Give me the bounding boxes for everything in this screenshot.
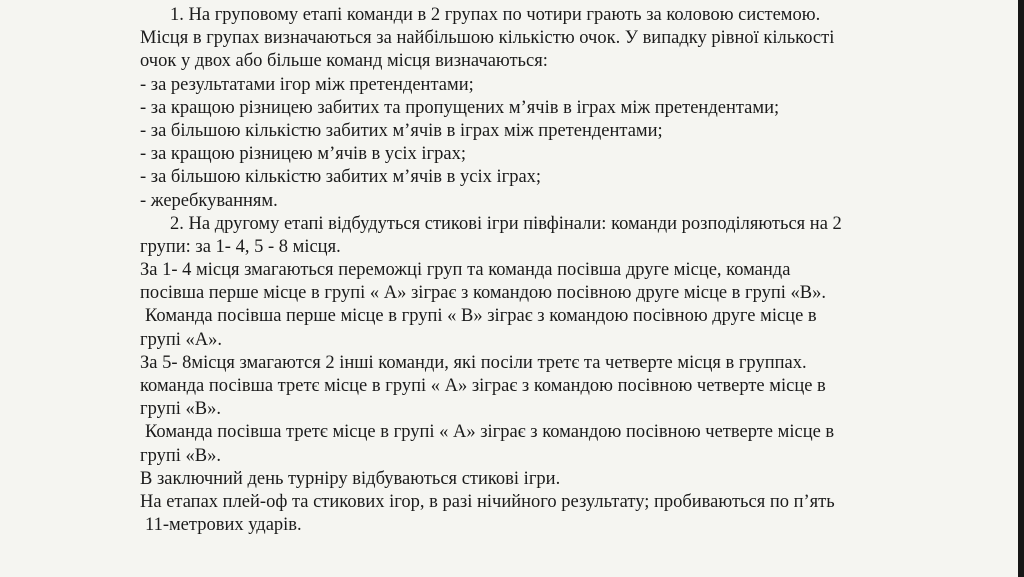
criteria-list-item: - за результатами ігор між претендентами; [140,74,474,95]
paragraph-1-line: очок у двох або більше команд місця визначаються: [140,51,548,72]
paragraph-2-line: 2. На другому етапі відбудуться стикові ігри півфінали: команди розподіляються на 2 [170,213,842,234]
text-line: За 5- 8місця змагаются 2 інші команди, які посіли третє та четверте місця в группах. [140,352,807,373]
text-line: На етапах плей-оф та стикових ігор, в разі нічийного результату; пробиваються по п’ять [140,491,835,512]
scan-border [1018,0,1024,577]
criteria-list-item: - за більшою кількістю забитих м’ячів в іграх між претендентами; [140,120,663,141]
text-line: Команда посівша третє місце в групі « А» зіграє з командою посівною четверте місце в [145,422,835,443]
text-line: групі «В». [140,445,221,466]
paragraph-2-line: групи: за 1- 4, 5 - 8 місця. [140,236,341,257]
paragraph-1-line: Місця в групах визначаються за найбільшою кількістю очок. У випадку рівної кількості [140,28,835,49]
text-line: групі «В». [140,399,221,420]
criteria-list-item: - за кращою різницею забитих та пропущених м’ячів в іграх між претендентами; [140,97,780,118]
text-line: посівша перше місце в групі « А» зіграє з командою посівною друге місце в групі «В». [140,283,827,304]
document-text [140,4,960,537]
criteria-list-item: - за більшою кількістю забитих м’ячів в усіх іграх; [140,167,542,188]
text-line: групі «А». [140,329,222,350]
criteria-list-item: - жеребкуванням. [140,190,278,211]
text-line: За 1- 4 місця змагаються переможці груп та команда посівша друге місце, команда [140,260,791,281]
text-line: Команда посівша перше місце в групі « В» зіграє з командою посівною друге місце в [145,306,817,327]
text-line: В заключний день турніру відбуваються стикові ігри. [140,468,561,489]
paragraph-1-line: 1. На груповому етапі команди в 2 групах по чотири грають за коловою системою. [170,5,821,25]
text-line: команда посівша третє місце в групі « А» зіграє з командою посівною четверте місце в [140,376,826,396]
criteria-list-item: - за кращою різницею м’ячів в усіх іграх; [140,144,466,165]
text-line: 11-метрових ударів. [145,515,302,536]
